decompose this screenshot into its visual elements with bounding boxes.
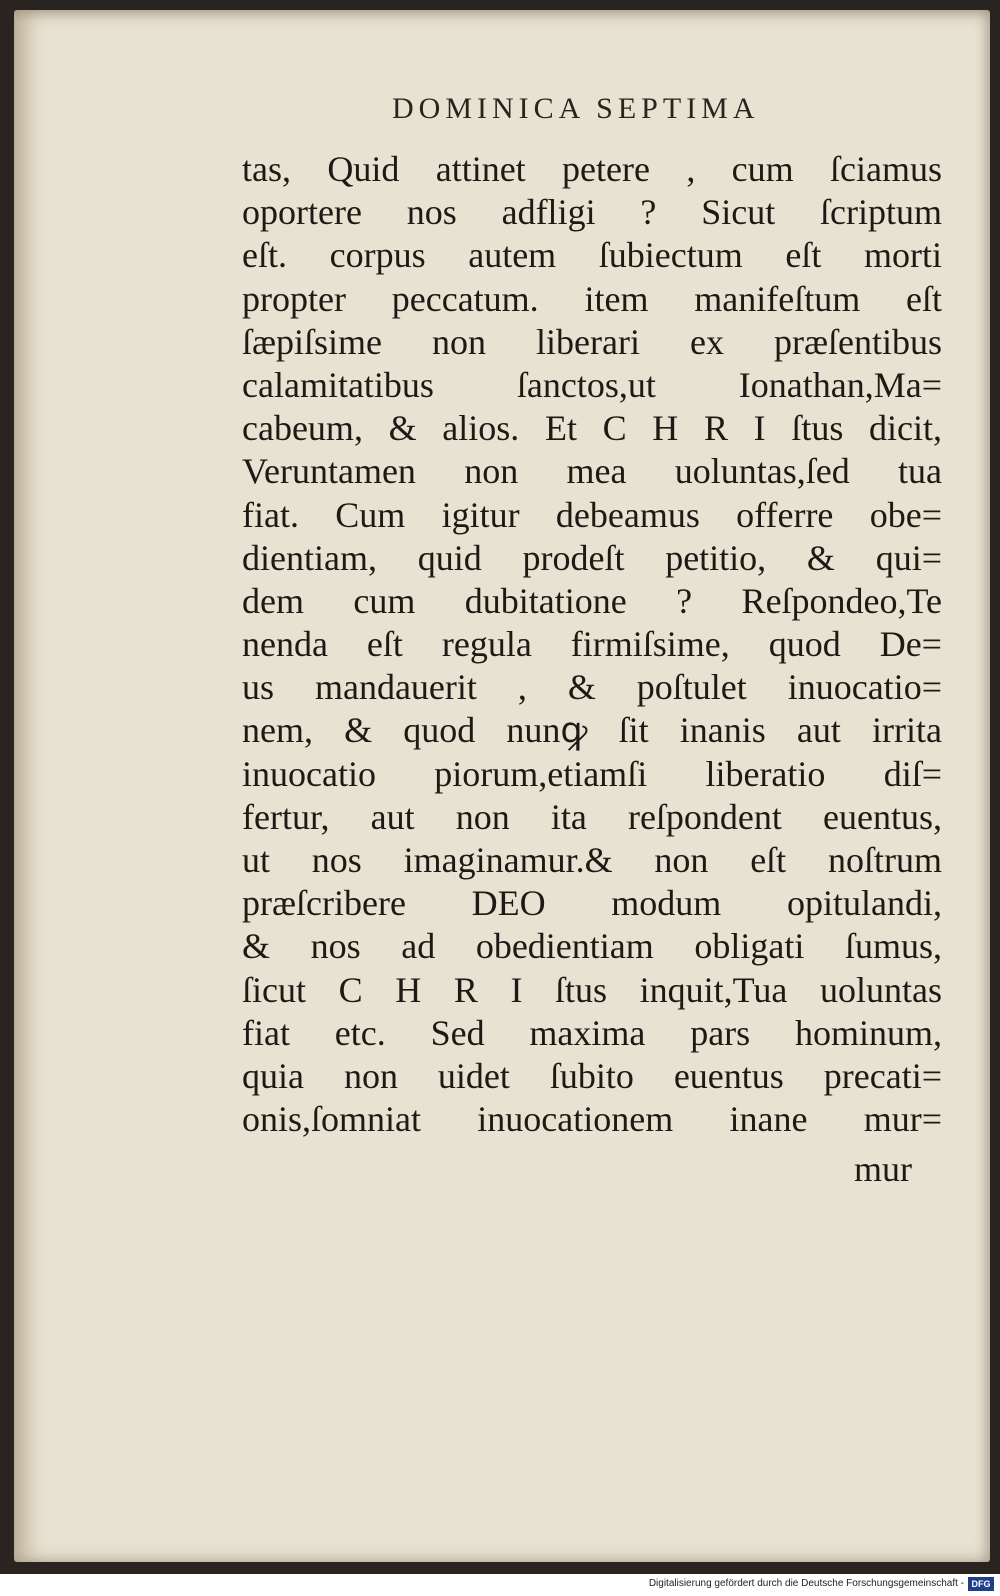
funding-credit: Digitalisierung gefördert durch die Deutsche Forschungsgemeinschaft - bbox=[648, 1578, 964, 1589]
book-page bbox=[14, 10, 990, 1562]
text-line: ſicut C H R I ſtus inquit,Tua uoluntas bbox=[242, 969, 942, 1010]
text-line: præſcribere DEO modum opitulandi, bbox=[242, 883, 942, 924]
body-text bbox=[242, 148, 942, 1141]
text-line: nem, & quod nunꝙ ſit inanis aut irrita bbox=[242, 710, 942, 751]
text-line: & nos ad obedientiam obligati ſumus, bbox=[242, 926, 942, 967]
text-line: us mandauerit , & poſtulet inuocatio= bbox=[242, 667, 942, 708]
text-line: calamitatibus ſanctos,ut Ionathan,Ma= bbox=[242, 364, 942, 405]
text-line: quia non uidet ſubito euentus precati= bbox=[242, 1055, 942, 1096]
text-line: inuocatio piorum,etiamſi liberatio diſ= bbox=[242, 753, 942, 794]
text-line: dem cum dubitatione ? Reſpondeo,Te bbox=[242, 580, 942, 621]
text-line: propter peccatum. item manifeſtum eſt bbox=[242, 278, 942, 319]
text-line: ut nos imaginamur.& non eſt noſtrum bbox=[242, 840, 942, 880]
running-head: DOMINICA SEPTIMA bbox=[392, 92, 760, 125]
text-line: tas, Quid attinet petere , cum ſciamus bbox=[242, 149, 942, 189]
text-line: dientiam, quid prodeſt petitio, & qui= bbox=[242, 537, 942, 578]
text-line: Veruntamen non mea uoluntas,ſed tua bbox=[242, 451, 942, 492]
text-line: oportere nos adfligi ? Sicut ſcriptum bbox=[242, 192, 942, 233]
text-line: nenda eſt regula firmiſsime, quod De= bbox=[242, 624, 942, 665]
text-line: fiat etc. Sed maxima pars hominum, bbox=[242, 1012, 942, 1053]
catchword: mur bbox=[854, 1149, 912, 1189]
text-line: eſt. corpus autem ſubiectum eſt morti bbox=[242, 235, 942, 276]
footer-bar bbox=[0, 1574, 1000, 1596]
text-line: ſæpiſsime non liberari ex præſentibus bbox=[242, 321, 942, 362]
text-line: fiat. Cum igitur debeamus offerre obe= bbox=[242, 494, 942, 535]
text-line: onis,ſomniat inuocationem inane mur= bbox=[242, 1099, 942, 1140]
text-line: fertur, aut non ita reſpondent euentus, bbox=[242, 796, 942, 837]
text-line: cabeum, & alios. Et C H R I ſtus dicit, bbox=[242, 408, 942, 449]
dfg-logo: DFG bbox=[968, 1577, 994, 1591]
